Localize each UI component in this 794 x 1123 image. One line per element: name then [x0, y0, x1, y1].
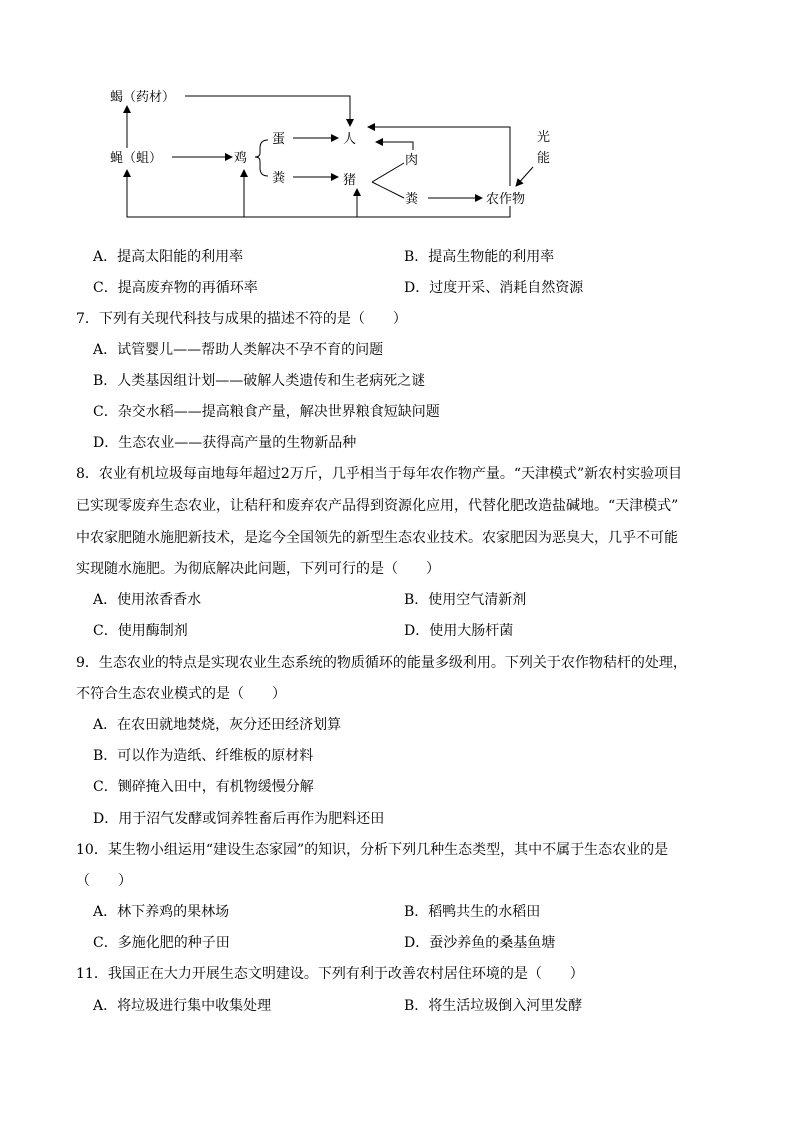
q6-option-b: B．提高生物能的利用率: [404, 249, 555, 265]
node-toad: 蝎（药材）: [110, 90, 176, 105]
q9-stem-line-2: 不符合生态农业模式的是（ ）: [76, 686, 286, 702]
q8-stem-line-3: 中农家肥随水施肥新技术，是迄今全国领先的新型生态农业技术。农家肥因为恶臭大，几乎不可能: [76, 530, 678, 546]
q10-option-b: B．稻鸭共生的水稻田: [404, 904, 541, 920]
q7-option-d: D．生态农业——获得高产量的生物新品种: [93, 435, 357, 451]
q9-option-d: D．用于沼气发酵或饲养牲畜后再作为肥料还田: [93, 811, 385, 827]
arrow-crop-to-human: [368, 127, 510, 186]
q6-option-c: C．提高废弃物的再循环率: [93, 280, 258, 296]
q6-option-d: D．过度开采、消耗自然资源: [404, 280, 584, 296]
node-human: 人: [343, 132, 357, 147]
q9-option-c: C．铡碎掩入田中，有机物缓慢分解: [93, 779, 314, 795]
q9-stem-line-1: 9．生态农业的特点是实现农业生态系统的物质循环的能量多级利用。下列关于农作物秸杆的处理，: [76, 655, 687, 671]
node-light-1: 光: [537, 130, 551, 145]
pig-branch-meat: [372, 163, 404, 182]
node-meat: 肉: [405, 153, 419, 168]
q7-option-a: A．试管婴儿——帮助人类解决不孕不育的问题: [93, 342, 384, 358]
node-manure-pig: 粪: [405, 192, 419, 207]
q7-stem: 7．下列有关现代科技与成果的描述不符的是（ ）: [76, 311, 407, 327]
q10-option-a: A．林下养鸡的果林场: [93, 904, 230, 920]
q6-option-a: A．提高太阳能的利用率: [93, 249, 244, 265]
q7-option-b: B．人类基因组计划——破解人类遗传和生老病死之谜: [93, 373, 426, 389]
arrow-light-to-crop: [516, 167, 533, 186]
arrow-meat-to-human: [376, 142, 413, 150]
node-fly: 蝇（蛆）: [110, 151, 163, 166]
node-crop: 农作物: [486, 192, 526, 207]
node-egg: 蛋: [272, 132, 286, 147]
q11-option-b: B．将生活垃圾倒入河里发酵: [404, 998, 583, 1014]
q8-stem-line-1: 8．农业有机垃圾每亩地每年超过2万斤，几乎相当于每年农作物产量。“天津模式”新农村实验项目: [76, 466, 683, 482]
q7-option-c: C．杂交水稻——提高粮食产量，解决世界粮食短缺问题: [93, 404, 440, 420]
node-chicken: 鸡: [234, 151, 248, 166]
q8-option-b: B．使用空气清新剂: [404, 592, 527, 608]
q11-option-a: A．将垃圾进行集中收集处理: [93, 998, 272, 1014]
q8-option-a: A．使用浓香香水: [93, 592, 202, 608]
q8-stem-line-4: 实现随水施肥。为彻底解决此问题，下列可行的是（ ）: [76, 561, 440, 577]
q10-stem-line-1: 10．某生物小组运用“建设生态家园”的知识，分析下列几种生态类型，其中不属于生态农业的是: [76, 842, 669, 858]
arrow-toad-to-human: [185, 96, 350, 126]
q8-stem-line-2: 已实现零废弃生态农业，让秸秆和废弃农产品得到资源化应用，代替化肥改造盐碱地。“天津模式”: [76, 498, 679, 514]
pig-branch-manure: [372, 182, 404, 198]
node-pig: 猪: [343, 173, 357, 188]
food-web-diagram: [0, 0, 794, 240]
node-light-2: 能: [537, 151, 551, 166]
q8-option-c: C．使用酶制剂: [93, 623, 188, 639]
brace: [255, 140, 268, 176]
q10-stem-line-2: （ ）: [76, 873, 132, 889]
node-manure-chicken: 粪: [272, 171, 286, 186]
q9-option-b: B．可以作为造纸、纤维板的原材料: [93, 748, 314, 764]
q10-option-c: C．多施化肥的种子田: [93, 935, 230, 951]
q11-stem: 11．我国正在大力开展生态文明建设。下列有利于改善农村居住环境的是（ ）: [76, 966, 584, 982]
q8-option-d: D．使用大肠杆菌: [404, 623, 514, 639]
q10-option-d: D．蚕沙养鱼的桑基鱼塘: [404, 935, 556, 951]
q9-option-a: A．在农田就地焚烧，灰分还田经济划算: [93, 717, 342, 733]
